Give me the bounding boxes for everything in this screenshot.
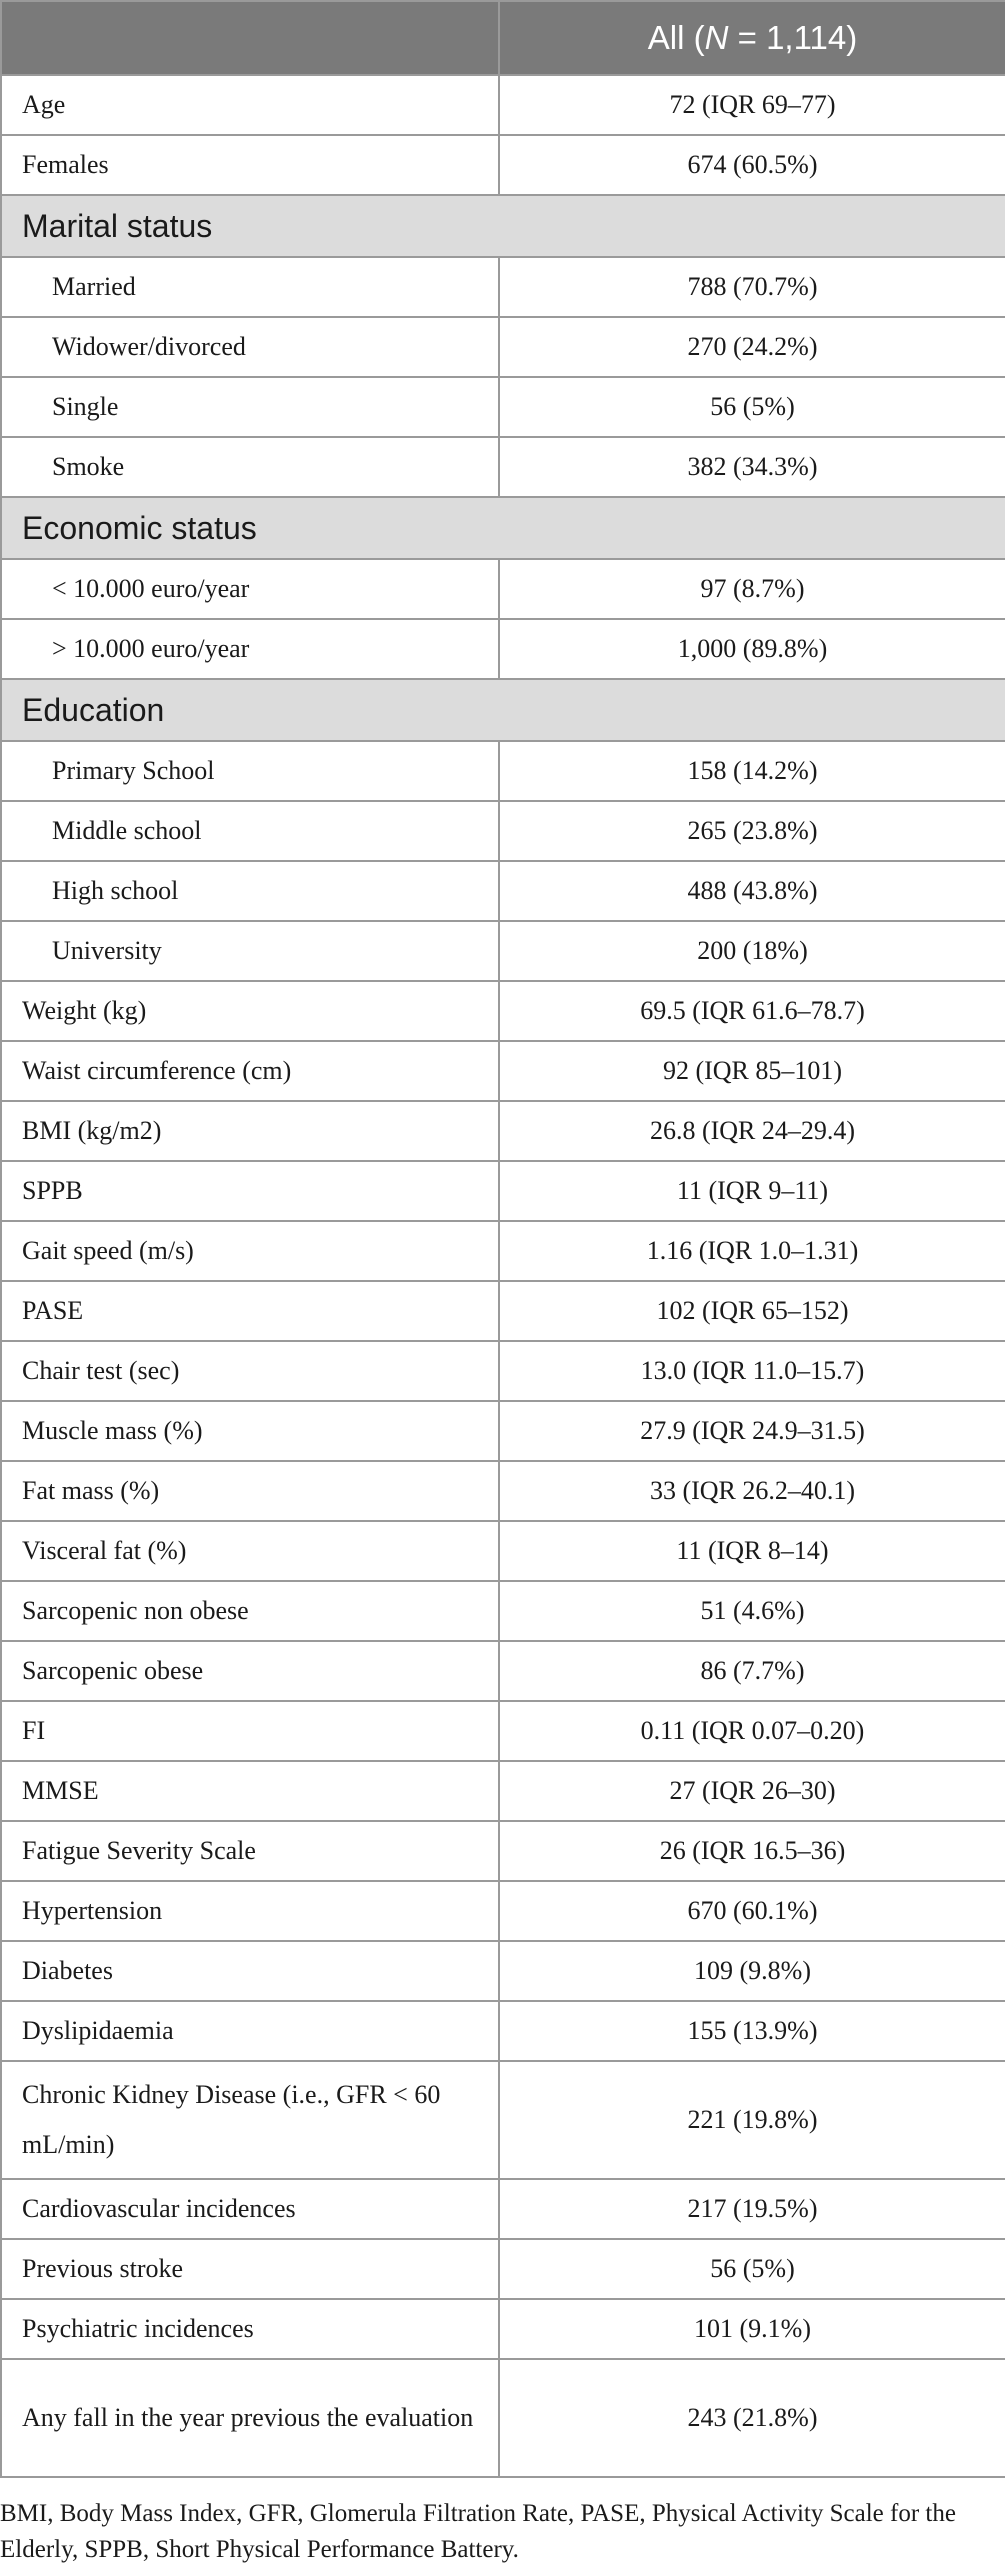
row-label: Previous stroke (1, 2239, 499, 2299)
row-value: 13.0 (IQR 11.0–15.7) (499, 1341, 1005, 1401)
table-row (1, 861, 1005, 921)
table-row (1, 1941, 1005, 2001)
row-value: 72 (IQR 69–77) (499, 75, 1005, 135)
row-label: Diabetes (1, 1941, 499, 2001)
row-value: 488 (43.8%) (499, 861, 1005, 921)
row-value: 92 (IQR 85–101) (499, 1041, 1005, 1101)
row-label: SPPB (1, 1161, 499, 1221)
table-row (1, 1821, 1005, 1881)
row-label: MMSE (1, 1761, 499, 1821)
header-n: N (704, 19, 729, 56)
table-row (1, 1041, 1005, 1101)
row-label: Smoke (1, 437, 499, 497)
row-value: 382 (34.3%) (499, 437, 1005, 497)
table-row (1, 2299, 1005, 2359)
header-suffix: = 1,114) (728, 19, 858, 56)
table-row (1, 1761, 1005, 1821)
table-row (1, 317, 1005, 377)
header-cell-all (499, 1, 1005, 75)
row-label: FI (1, 1701, 499, 1761)
row-label: Any fall in the year previous the evaluation (1, 2359, 499, 2477)
table-row (1, 801, 1005, 861)
table-footnote: BMI, Body Mass Index, GFR, Glomerula Filtration Rate, PASE, Physical Activity Scale for the Elderly, SPPB, Short Physical Performance Battery. (0, 2500, 956, 2563)
row-value: 26 (IQR 16.5–36) (499, 1821, 1005, 1881)
row-value: 56 (5%) (499, 2239, 1005, 2299)
table-row (1, 377, 1005, 437)
table-row (1, 1161, 1005, 1221)
row-value: 221 (19.8%) (499, 2061, 1005, 2179)
table-row (1, 1581, 1005, 1641)
row-label: Single (1, 377, 499, 437)
row-value: 56 (5%) (499, 377, 1005, 437)
header-prefix: All ( (647, 19, 705, 56)
row-label: Dyslipidaemia (1, 2001, 499, 2061)
row-label: Hypertension (1, 1881, 499, 1941)
section-header-row (1, 497, 1005, 559)
table-row (1, 2359, 1005, 2477)
row-value: 265 (23.8%) (499, 801, 1005, 861)
table-row (1, 559, 1005, 619)
table-row (1, 1281, 1005, 1341)
row-value: 109 (9.8%) (499, 1941, 1005, 2001)
row-label: Gait speed (m/s) (1, 1221, 499, 1281)
table-row (1, 1461, 1005, 1521)
row-label: Sarcopenic non obese (1, 1581, 499, 1641)
row-value: 674 (60.5%) (499, 135, 1005, 195)
row-value: 1,000 (89.8%) (499, 619, 1005, 679)
row-label: Sarcopenic obese (1, 1641, 499, 1701)
table-row (1, 75, 1005, 135)
table-row (1, 741, 1005, 801)
row-label: Muscle mass (%) (1, 1401, 499, 1461)
row-value: 788 (70.7%) (499, 257, 1005, 317)
table-row (1, 981, 1005, 1041)
row-label: Middle school (1, 801, 499, 861)
row-value: 200 (18%) (499, 921, 1005, 981)
table-row (1, 1521, 1005, 1581)
row-label: Widower/divorced (1, 317, 499, 377)
table-row (1, 257, 1005, 317)
row-value: 86 (7.7%) (499, 1641, 1005, 1701)
row-value: 27.9 (IQR 24.9–31.5) (499, 1401, 1005, 1461)
row-label: > 10.000 euro/year (1, 619, 499, 679)
table-row (1, 2001, 1005, 2061)
row-value: 101 (9.1%) (499, 2299, 1005, 2359)
row-value: 270 (24.2%) (499, 317, 1005, 377)
row-value: 27 (IQR 26–30) (499, 1761, 1005, 1821)
table-row (1, 921, 1005, 981)
table-row (1, 1401, 1005, 1461)
table-row (1, 135, 1005, 195)
row-label: High school (1, 861, 499, 921)
row-value: 11 (IQR 9–11) (499, 1161, 1005, 1221)
table-row (1, 1221, 1005, 1281)
row-label: Females (1, 135, 499, 195)
table-row (1, 1641, 1005, 1701)
section-header-row (1, 195, 1005, 257)
section-label: Marital status (1, 195, 1005, 257)
row-label: Chair test (sec) (1, 1341, 499, 1401)
row-label: Visceral fat (%) (1, 1521, 499, 1581)
table-row (1, 437, 1005, 497)
row-label: Chronic Kidney Disease (i.e., GFR < 60 mL/min) (1, 2061, 499, 2179)
row-label: Primary School (1, 741, 499, 801)
row-value: 102 (IQR 65–152) (499, 1281, 1005, 1341)
row-value: 26.8 (IQR 24–29.4) (499, 1101, 1005, 1161)
row-value: 1.16 (IQR 1.0–1.31) (499, 1221, 1005, 1281)
section-label: Education (1, 679, 1005, 741)
row-value: 11 (IQR 8–14) (499, 1521, 1005, 1581)
header-cell-empty (1, 1, 499, 75)
row-value: 97 (8.7%) (499, 559, 1005, 619)
row-label: Age (1, 75, 499, 135)
row-label: Married (1, 257, 499, 317)
table-row (1, 2061, 1005, 2179)
row-label: Fatigue Severity Scale (1, 1821, 499, 1881)
row-label: Weight (kg) (1, 981, 499, 1041)
section-header-row (1, 679, 1005, 741)
row-label: Psychiatric incidences (1, 2299, 499, 2359)
row-value: 33 (IQR 26.2–40.1) (499, 1461, 1005, 1521)
row-label: Fat mass (%) (1, 1461, 499, 1521)
table-row (1, 1341, 1005, 1401)
row-value: 51 (4.6%) (499, 1581, 1005, 1641)
row-value: 155 (13.9%) (499, 2001, 1005, 2061)
table-body (1, 75, 1005, 2477)
row-value: 670 (60.1%) (499, 1881, 1005, 1941)
row-value: 158 (14.2%) (499, 741, 1005, 801)
table-row (1, 1101, 1005, 1161)
row-value: 243 (21.8%) (499, 2359, 1005, 2477)
section-label: Economic status (1, 497, 1005, 559)
row-value: 69.5 (IQR 61.6–78.7) (499, 981, 1005, 1041)
row-label: < 10.000 euro/year (1, 559, 499, 619)
row-label: Cardiovascular incidences (1, 2179, 499, 2239)
table-row (1, 2239, 1005, 2299)
row-value: 217 (19.5%) (499, 2179, 1005, 2239)
row-value: 0.11 (IQR 0.07–0.20) (499, 1701, 1005, 1761)
table-row (1, 619, 1005, 679)
table-row (1, 1881, 1005, 1941)
header-row (1, 1, 1005, 75)
table-row (1, 1701, 1005, 1761)
row-label: BMI (kg/m2) (1, 1101, 499, 1161)
table-row (1, 2179, 1005, 2239)
row-label: University (1, 921, 499, 981)
row-label: Waist circumference (cm) (1, 1041, 499, 1101)
row-label: PASE (1, 1281, 499, 1341)
